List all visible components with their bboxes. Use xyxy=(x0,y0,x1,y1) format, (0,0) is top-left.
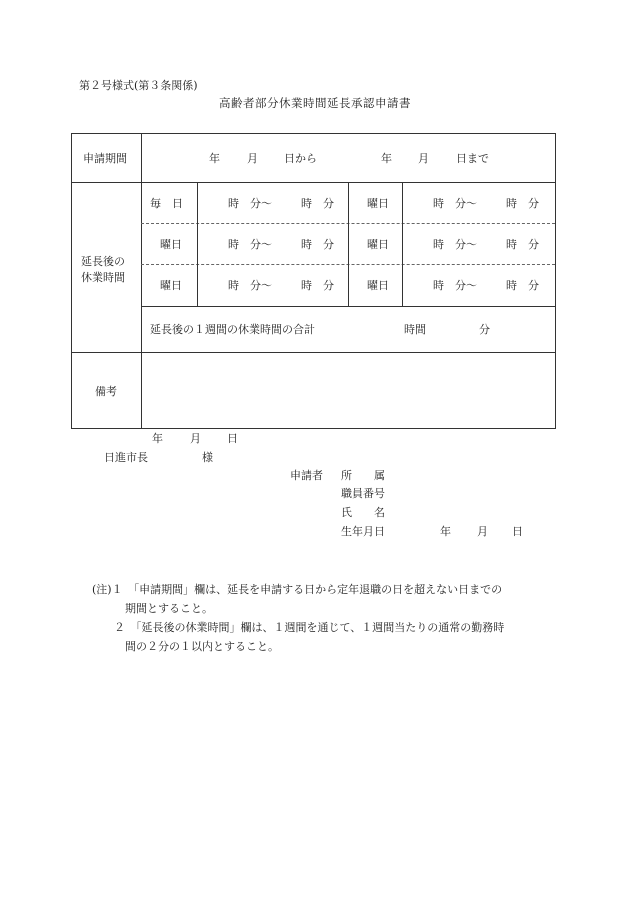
label-column-divider xyxy=(141,134,142,428)
row2-right-day: 曜日 xyxy=(367,238,389,251)
row1-right-from: 時 分～ xyxy=(433,197,477,210)
left-day-divider xyxy=(197,182,198,306)
period-label: 申請期間 xyxy=(83,152,127,165)
middle-divider xyxy=(348,182,349,306)
row3-left-to: 時 分 xyxy=(301,279,334,292)
period-from-month: 月 xyxy=(247,152,258,165)
period-to-year: 年 xyxy=(381,152,392,165)
period-row-divider xyxy=(72,182,555,183)
total-minutes-unit: 分 xyxy=(479,323,490,336)
row3-left-day: 曜日 xyxy=(160,279,182,292)
remarks-label: 備考 xyxy=(95,385,117,398)
row2-left-from: 時 分～ xyxy=(228,238,272,251)
note-line: 期間とすること。 xyxy=(92,602,213,615)
row1-left-day: 毎 日 xyxy=(150,197,183,210)
period-from-day: 日から xyxy=(284,152,317,165)
row3-right-from: 時 分～ xyxy=(433,279,477,292)
date-day: 日 xyxy=(227,432,238,445)
applicant-name-label: 氏 名 xyxy=(341,506,385,519)
date-month: 月 xyxy=(190,432,201,445)
row2-right-from: 時 分～ xyxy=(433,238,477,251)
note-line: 間の２分の１以内とすること。 xyxy=(92,640,279,653)
applicant-affiliation-label: 所 属 xyxy=(341,469,385,482)
notes xyxy=(92,580,504,656)
note-line: (注)１ 「申請期間」欄は、延長を申請する日から定年退職の日を超えない日までの xyxy=(92,583,503,596)
date-year: 年 xyxy=(152,432,163,445)
row3-right-day: 曜日 xyxy=(367,279,389,292)
row1-right-to: 時 分 xyxy=(506,197,539,210)
right-day-divider xyxy=(402,182,403,306)
row2-left-day: 曜日 xyxy=(160,238,182,251)
note-line: ２ 「延長後の休業時間」欄は、１週間を通じて、１週間当たりの通常の勤務時 xyxy=(92,621,505,634)
row1-left-from: 時 分～ xyxy=(228,197,272,210)
applicant-staff-no-label: 職員番号 xyxy=(341,487,385,500)
hours-row-divider-3 xyxy=(141,306,555,307)
addressee: 日進市長 xyxy=(104,451,148,464)
total-label: 延長後の１週間の休業時間の合計 xyxy=(150,323,315,336)
row2-left-to: 時 分 xyxy=(301,238,334,251)
hours-label-line2: 休業時間 xyxy=(81,271,125,284)
period-to-day: 日まで xyxy=(456,152,489,165)
form-title: 高齢者部分休業時間延長承認申請書 xyxy=(219,96,411,110)
birth-year: 年 xyxy=(440,525,451,538)
row2-right-to: 時 分 xyxy=(506,238,539,251)
remarks-row-divider xyxy=(72,352,555,353)
row1-right-day: 曜日 xyxy=(367,197,389,210)
birth-day: 日 xyxy=(512,525,523,538)
applicant-label: 申請者 xyxy=(290,469,323,482)
applicant-birth-label: 生年月日 xyxy=(341,525,385,538)
application-table xyxy=(71,133,556,429)
row3-left-from: 時 分～ xyxy=(228,279,272,292)
period-to-month: 月 xyxy=(418,152,429,165)
hours-label-line1: 延長後の xyxy=(81,255,125,268)
honorific: 様 xyxy=(202,451,213,464)
period-from-year: 年 xyxy=(209,152,220,165)
total-hours-unit: 時間 xyxy=(404,323,426,336)
row3-right-to: 時 分 xyxy=(506,279,539,292)
row1-left-to: 時 分 xyxy=(301,197,334,210)
form-number: 第２号様式(第３条関係) xyxy=(79,79,198,92)
birth-month: 月 xyxy=(477,525,488,538)
